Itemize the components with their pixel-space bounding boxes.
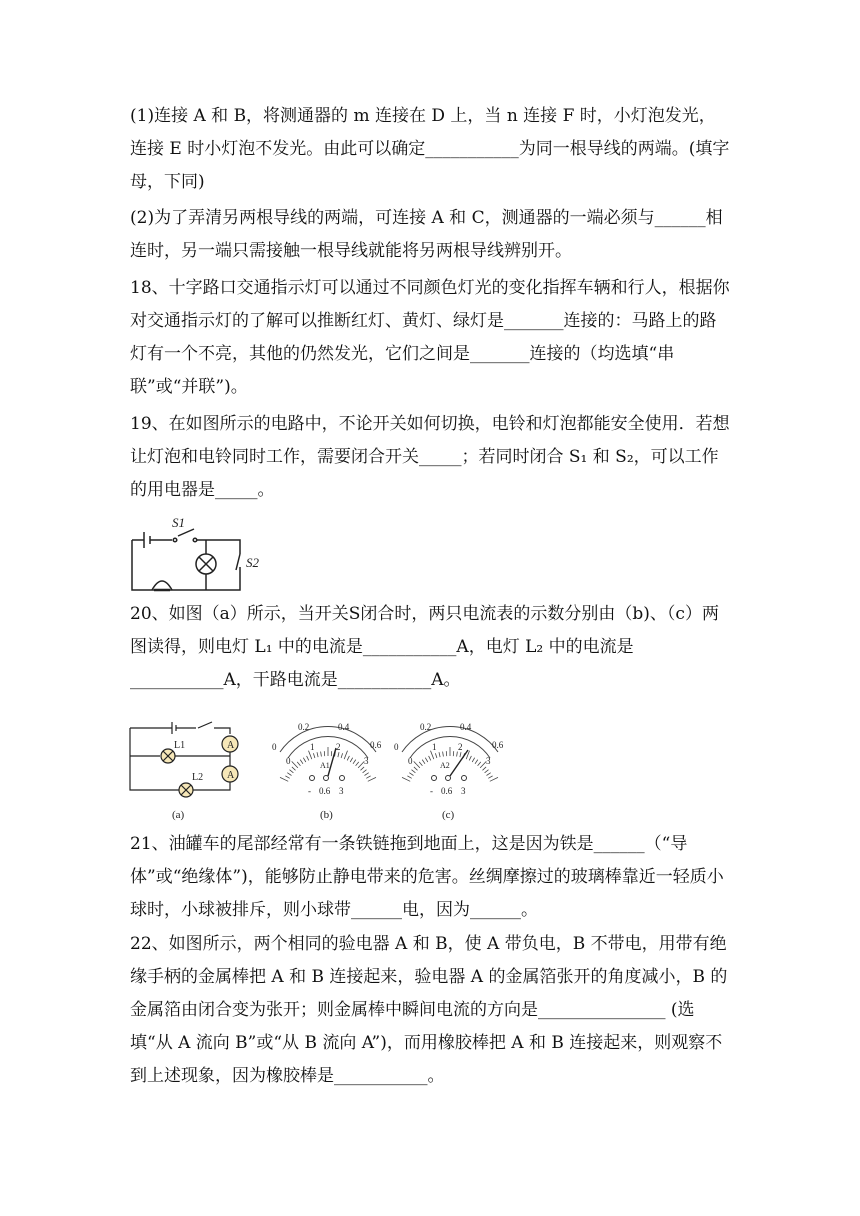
- terminal-0-6: 0.6: [441, 786, 453, 796]
- scale-tick: [490, 777, 498, 781]
- question-22: 22、如图所示，两个相同的验电器 A 和 B，使 A 带负电，B 不带电，用带有绝缘手柄的金属棒把 A 和 B 连接起来，验电器 A 的金属箔张开的角度减小，B 的金属箔由闭合变为张开；则金属棒中瞬间电流的方向是_______________ (选填“从 A 流向 B”或“从 B 流向 A”)，而用橡胶棒把 A 和 B 连接起来，则观察不到上述现象，因为橡胶棒是___________。: [130, 934, 728, 1086]
- scale-tick: [307, 756, 309, 761]
- question-17-part-2: (2)为了弄清另两根导线的两端，可连接 A 和 C，测通器的一端必须与______相连时，另一端只需接触一根导线就能将另两根导线辨别开。: [130, 208, 723, 261]
- scale-tick: [280, 777, 288, 781]
- terminal-3: 3: [339, 786, 344, 796]
- scale-tick: [317, 752, 318, 757]
- q20-ammeter-b: [270, 714, 386, 824]
- bottom-tick-2: 2: [336, 742, 341, 752]
- question-18: 18、十字路口交通指示灯可以通过不同颜色灯光的变化指挥车辆和行人，根据你对交通指示灯的了解可以推断红灯、黄灯、绿灯是_______连接的：马路上的路灯有一个不亮，其他的仍然发光，它们之间是_______连接的（均选填“串联”或“并联”)。: [130, 278, 730, 397]
- scale-tick: [439, 752, 440, 757]
- meter-label: A2: [440, 761, 450, 770]
- top-right-max: 0.6: [370, 740, 382, 750]
- question-19: 19、在如图所示的电路中，不论开关如何切换，电铃和灯泡都能安全使用．若想让灯泡和电铃同时工作，需要闭合开关_____；若同时闭合 S₁ 和 S₂，可以工作的用电器是_____。: [130, 414, 730, 500]
- bottom-right-max: 3: [486, 756, 491, 766]
- scale-tick: [353, 760, 356, 764]
- bottom-tick-1: 1: [310, 742, 315, 752]
- l1-label: L1: [174, 740, 186, 751]
- top-tick-0-4: 0.4: [338, 722, 350, 732]
- scale-tick: [300, 760, 303, 764]
- scale-tick: [457, 752, 458, 757]
- question-17-part-1: (1)连接 A 和 B，将测通器的 m 连接在 D 上，当 n 连接 F 时，小灯泡发光，连接 E 时小灯泡不发光。由此可以确定___________为同一根导线的两端。(填字母，下同): [130, 106, 730, 192]
- s1-label: S1: [172, 515, 185, 530]
- top-tick-0-2: 0.2: [420, 722, 432, 732]
- scale-tick: [429, 756, 431, 761]
- top-left-zero: 0: [272, 742, 277, 752]
- scale-tick: [475, 760, 478, 764]
- scale-tick: [347, 756, 349, 761]
- bottom-right-max: 3: [364, 756, 369, 766]
- scale-tick: [290, 770, 294, 773]
- scale-tick: [313, 753, 315, 758]
- scale-tick: [443, 752, 444, 757]
- scale-tick: [344, 751, 347, 759]
- bottom-left-zero: 0: [286, 756, 291, 766]
- question-20: 20、如图（a）所示，当开关S闭合时，两只电流表的示数分别由（b)、（c）两图读得，则电灯 L₁ 中的电流是___________A，电灯 L₂ 中的电流是___________A，干路电流是___________A。: [130, 604, 719, 690]
- scale-tick: [285, 776, 289, 778]
- figure-a-caption: (a): [172, 809, 185, 821]
- scale-tick: [487, 773, 491, 776]
- scale-tick: [287, 773, 291, 776]
- scale-tick: [361, 767, 365, 770]
- scale-tick: [368, 777, 376, 781]
- scale-tick: [460, 752, 461, 757]
- scale-tick: [321, 752, 322, 757]
- s2-label: S2: [246, 555, 259, 570]
- scale-tick: [341, 753, 343, 758]
- q20-ammeter-c: [392, 714, 508, 824]
- scale-tick: [422, 760, 425, 764]
- scale-tick: [350, 758, 353, 762]
- scale-tick: [472, 758, 475, 762]
- scale-tick: [425, 758, 428, 762]
- meter-label: A1: [320, 761, 330, 770]
- scale-tick: [485, 770, 489, 773]
- scale-tick: [407, 776, 411, 778]
- scale-tick: [365, 773, 369, 776]
- scale-tick: [363, 770, 367, 773]
- bottom-tick-2: 2: [458, 742, 463, 752]
- q19-circuit-diagram: [128, 512, 268, 596]
- scale-tick: [478, 762, 481, 766]
- scale-tick: [292, 767, 296, 770]
- scale-tick: [414, 767, 418, 770]
- terminal-3: 3: [461, 786, 466, 796]
- bottom-tick-1: 1: [432, 742, 437, 752]
- ammeter-2-label: A: [227, 770, 235, 781]
- scale-tick: [469, 756, 471, 761]
- figure-c-caption: (c): [442, 809, 455, 821]
- top-right-max: 0.6: [492, 740, 504, 750]
- scale-tick: [402, 777, 410, 781]
- scale-tick: [356, 762, 359, 766]
- scale-tick: [412, 770, 416, 773]
- ammeter-1-label: A: [227, 740, 235, 751]
- scale-tick: [483, 767, 487, 770]
- q20-circuit-diagram-a: [124, 716, 244, 824]
- bottom-left-zero: 0: [408, 756, 413, 766]
- top-left-zero: 0: [394, 742, 399, 752]
- terminal-minus: -: [308, 786, 311, 796]
- scale-tick: [292, 761, 298, 768]
- scale-tick: [303, 758, 306, 762]
- terminal-0-6: 0.6: [319, 786, 331, 796]
- scale-tick: [488, 776, 492, 778]
- l2-label: L2: [192, 772, 204, 783]
- scale-tick: [297, 762, 300, 766]
- top-tick-0-4: 0.4: [460, 722, 472, 732]
- top-tick-0-2: 0.2: [298, 722, 310, 732]
- figure-b-caption: (b): [320, 809, 333, 821]
- scale-tick: [409, 773, 413, 776]
- scale-tick: [419, 762, 422, 766]
- scale-tick: [435, 753, 437, 758]
- scale-tick: [338, 752, 339, 757]
- scale-tick: [414, 761, 420, 768]
- scale-tick: [366, 776, 370, 778]
- terminal-minus: -: [430, 786, 433, 796]
- question-21: 21、油罐车的尾部经常有一条铁链拖到地面上，这是因为铁是______（“导体”或“绝缘体”)，能够防止静电带来的危害。丝绸摩擦过的玻璃棒靠近一轻质小球时，小球被排斥，则小球带______电，因为______。: [130, 834, 724, 920]
